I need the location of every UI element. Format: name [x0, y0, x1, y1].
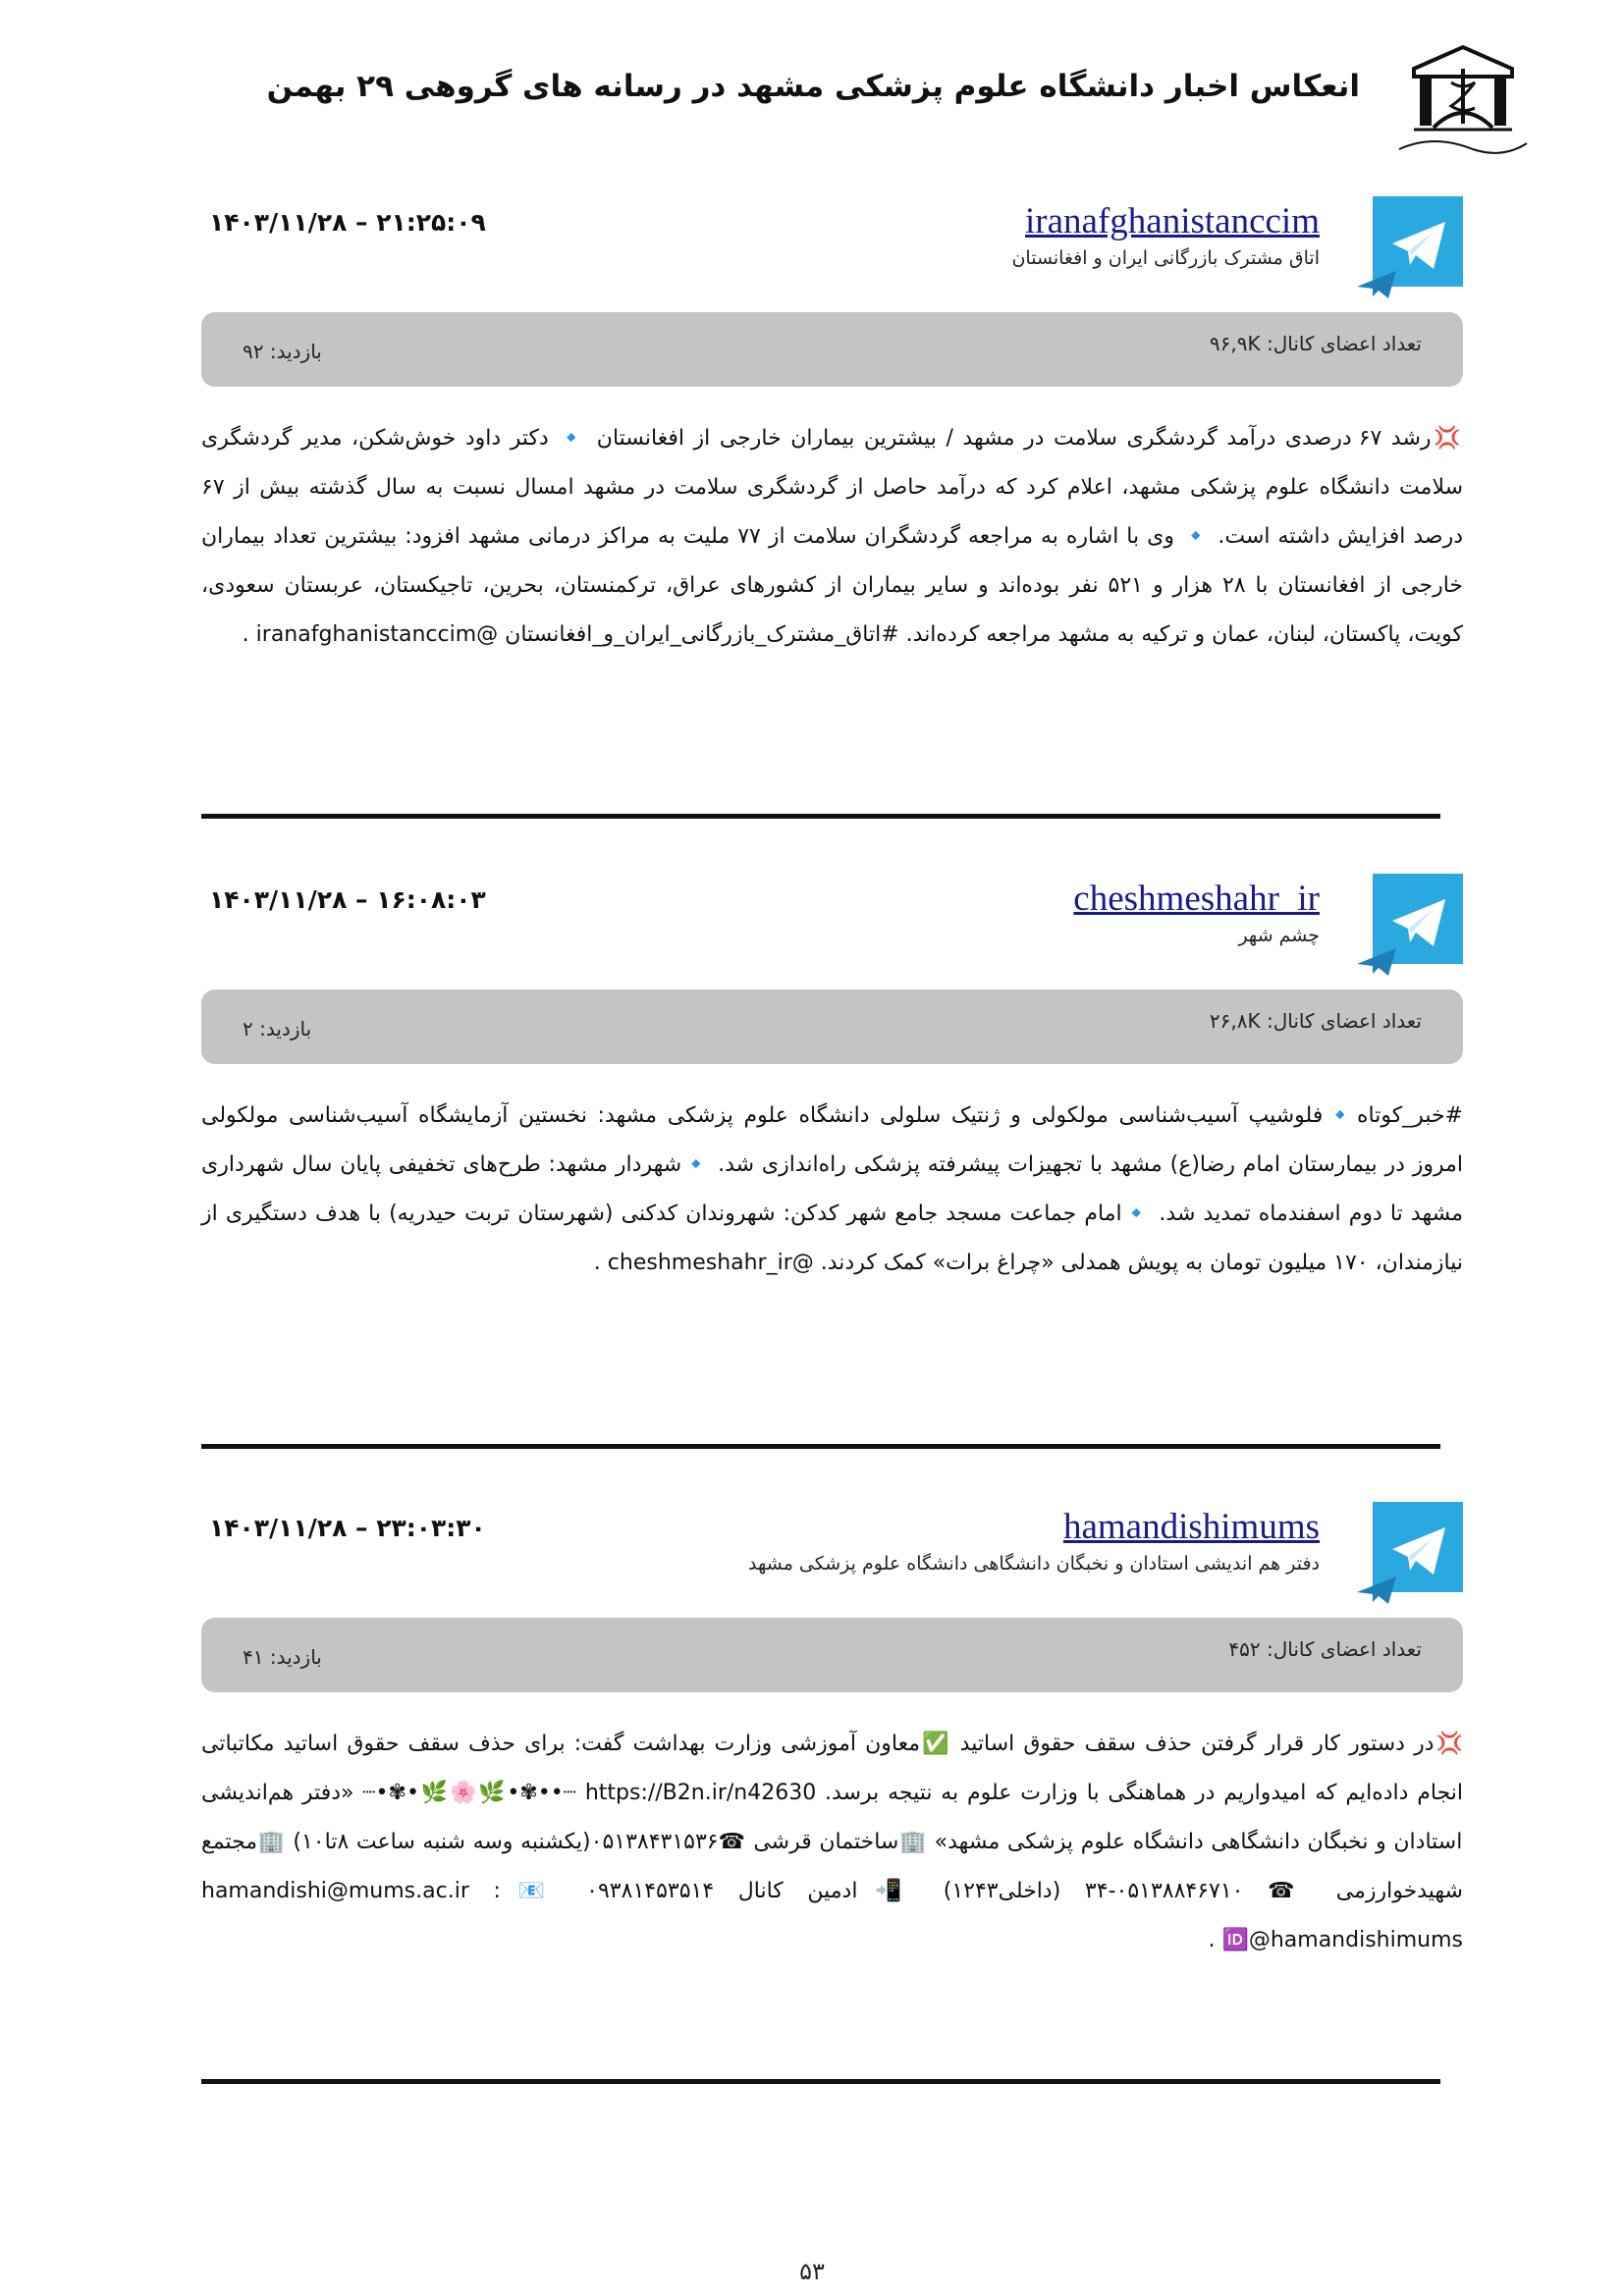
- channel-name-link[interactable]: iranafghanistanccim: [1025, 201, 1320, 241]
- university-logo: [1394, 39, 1532, 167]
- stats-bar: [201, 989, 1463, 1064]
- post-body: #خبر_کوتاه🔹فلوشیپ آسیب‌شناسی مولکولی و ژنتیک سلولی دانشگاه علوم پزشکی مشهد: نخستین آزمایشگاه آسیب‌شناسی مولکولی امروز در بیمارستان امام رضا(ع) مشهد با تجهیزات پیشرفته پزشکی راه‌اندازی شد. 🔹شهردار مشهد: طرح‌های تخفیفی پایان سال شهرداری مشهد تا دوم اسفندماه تمدید شد. 🔹امام جماعت مسجد جامع شهر کدکن: شهروندان کدکنی (شهرستان تربت حیدریه) با هدف دستگیری از نیازمندان، ۱۷۰ میلیون تومان به پویش همدلی «چراغ برات» کمک کردند. @cheshmeshahr_ir .: [201, 1103, 1463, 1275]
- post-datetime: ۱۴۰۳/۱۱/۲۸ – ۱۶:۰۸:۰۳: [209, 885, 486, 914]
- page-number: ۵۳: [799, 2258, 825, 2285]
- post-card: [201, 1502, 1463, 1965]
- divider: [201, 2079, 1440, 2084]
- channel-description: اتاق مشترک بازرگانی ایران و افغانستان: [1011, 247, 1320, 269]
- stats-bar: [201, 1618, 1463, 1692]
- member-count: تعداد اعضای کانال: ۹۶,۹K: [1209, 332, 1422, 355]
- channel-name-link[interactable]: hamandishimums: [1062, 1507, 1320, 1547]
- post-datetime: ۱۴۰۳/۱۱/۲۸ – ۲۳:۰۳:۳۰: [209, 1514, 486, 1542]
- post-header: [201, 1502, 1463, 1618]
- view-count: بازدید: ۴۱: [243, 1645, 322, 1669]
- channel-description: چشم شهر: [1238, 925, 1320, 946]
- member-count: تعداد اعضای کانال: ۴۵۲: [1228, 1637, 1422, 1661]
- post-header: [201, 874, 1463, 989]
- telegram-icon: [1355, 1502, 1463, 1610]
- post-body: 💢در دستور کار قرار گرفتن حذف سقف حقوق اساتید ✅معاون آموزشی وزارت بهداشت گفت: برای حذف سقف حقوق اساتید مکاتباتی انجام داده‌ایم که امیدواریم در هماهنگی با وزارت علوم به نتیجه برسد. https://B2n.ir/n42630 ┈••✾•🌿🌸🌿•✾•┈ «دفتر هم‌اندیشی استادان و نخبگان دانشگاهی دانشگاه علوم پزشکی مشهد» 🏢ساختمان قرشی ☎۰۵۱۳۸۴۳۱۵۳۶(یکشنبه وسه شنبه ساعت ۸تا۱۰) 🏢مجتمع شهیدخوارزمی ☎ ۰۵۱۳۸۸۴۶۷۱۰-۳۴ (داخلی۱۲۴۳) 📲ادمین کانال ۰۹۳۸۱۴۵۳۵۱۴ 📧: hamandishi@mums.ac.ir 🆔@hamandishimums .: [201, 1732, 1464, 1952]
- divider: [201, 814, 1440, 819]
- stats-bar: [201, 312, 1463, 387]
- post-datetime: ۱۴۰۳/۱۱/۲۸ – ۲۱:۲۵:۰۹: [209, 208, 486, 237]
- view-count: بازدید: ۹۲: [243, 340, 322, 363]
- post-header: [201, 196, 1463, 312]
- post-card: [201, 874, 1463, 1288]
- divider: [201, 1444, 1440, 1449]
- channel-name-link[interactable]: cheshmeshahr_ir: [1073, 879, 1320, 919]
- member-count: تعداد اعضای کانال: ۲۶,۸K: [1209, 1009, 1422, 1033]
- telegram-icon: [1355, 196, 1463, 304]
- view-count: بازدید: ۲: [243, 1017, 312, 1041]
- post-body: 💢رشد ۶۷ درصدی درآمد گردشگری سلامت در مشهد / بیشترین بیماران خارجی از افغانستان 🔹 دکتر داود خوش‌شکن، مدیر گردشگری سلامت دانشگاه علوم پزشکی مشهد، اعلام کرد که درآمد حاصل از گردشگری سلامت در مشهد امسال نسبت به سال گذشته بیش از ۶۷ درصد افزایش داشته است. 🔹 وی با اشاره به مراجعه گردشگران سلامت از ۷۷ ملیت به مراکز درمانی مشهد افزود: بیشترین تعداد بیماران خارجی از افغانستان با ۲۸ هزار و ۵۲۱ نفر بوده‌اند و سایر بیماران از کشورهای عراق، ترکمنستان، بحرین، تاجیکستان، عربستان سعودی، کویت، پاکستان، لبنان، عمان و ترکیه به مشهد مراجعه کرده‌اند. #اتاق_مشترک_بازرگانی_ایران_و_افغانستان @iranafghanistanccim .: [201, 426, 1464, 647]
- telegram-icon: [1355, 874, 1463, 982]
- post-card: [201, 196, 1463, 660]
- channel-description: دفتر هم اندیشی استادان و نخبگان دانشگاهی دانشگاه علوم پزشکی مشهد: [748, 1553, 1320, 1575]
- page-header: [98, 39, 1532, 167]
- page-title: انعکاس اخبار دانشگاه علوم پزشکی مشهد در رسانه های گروهی ۲۹ بهمن: [266, 69, 1360, 104]
